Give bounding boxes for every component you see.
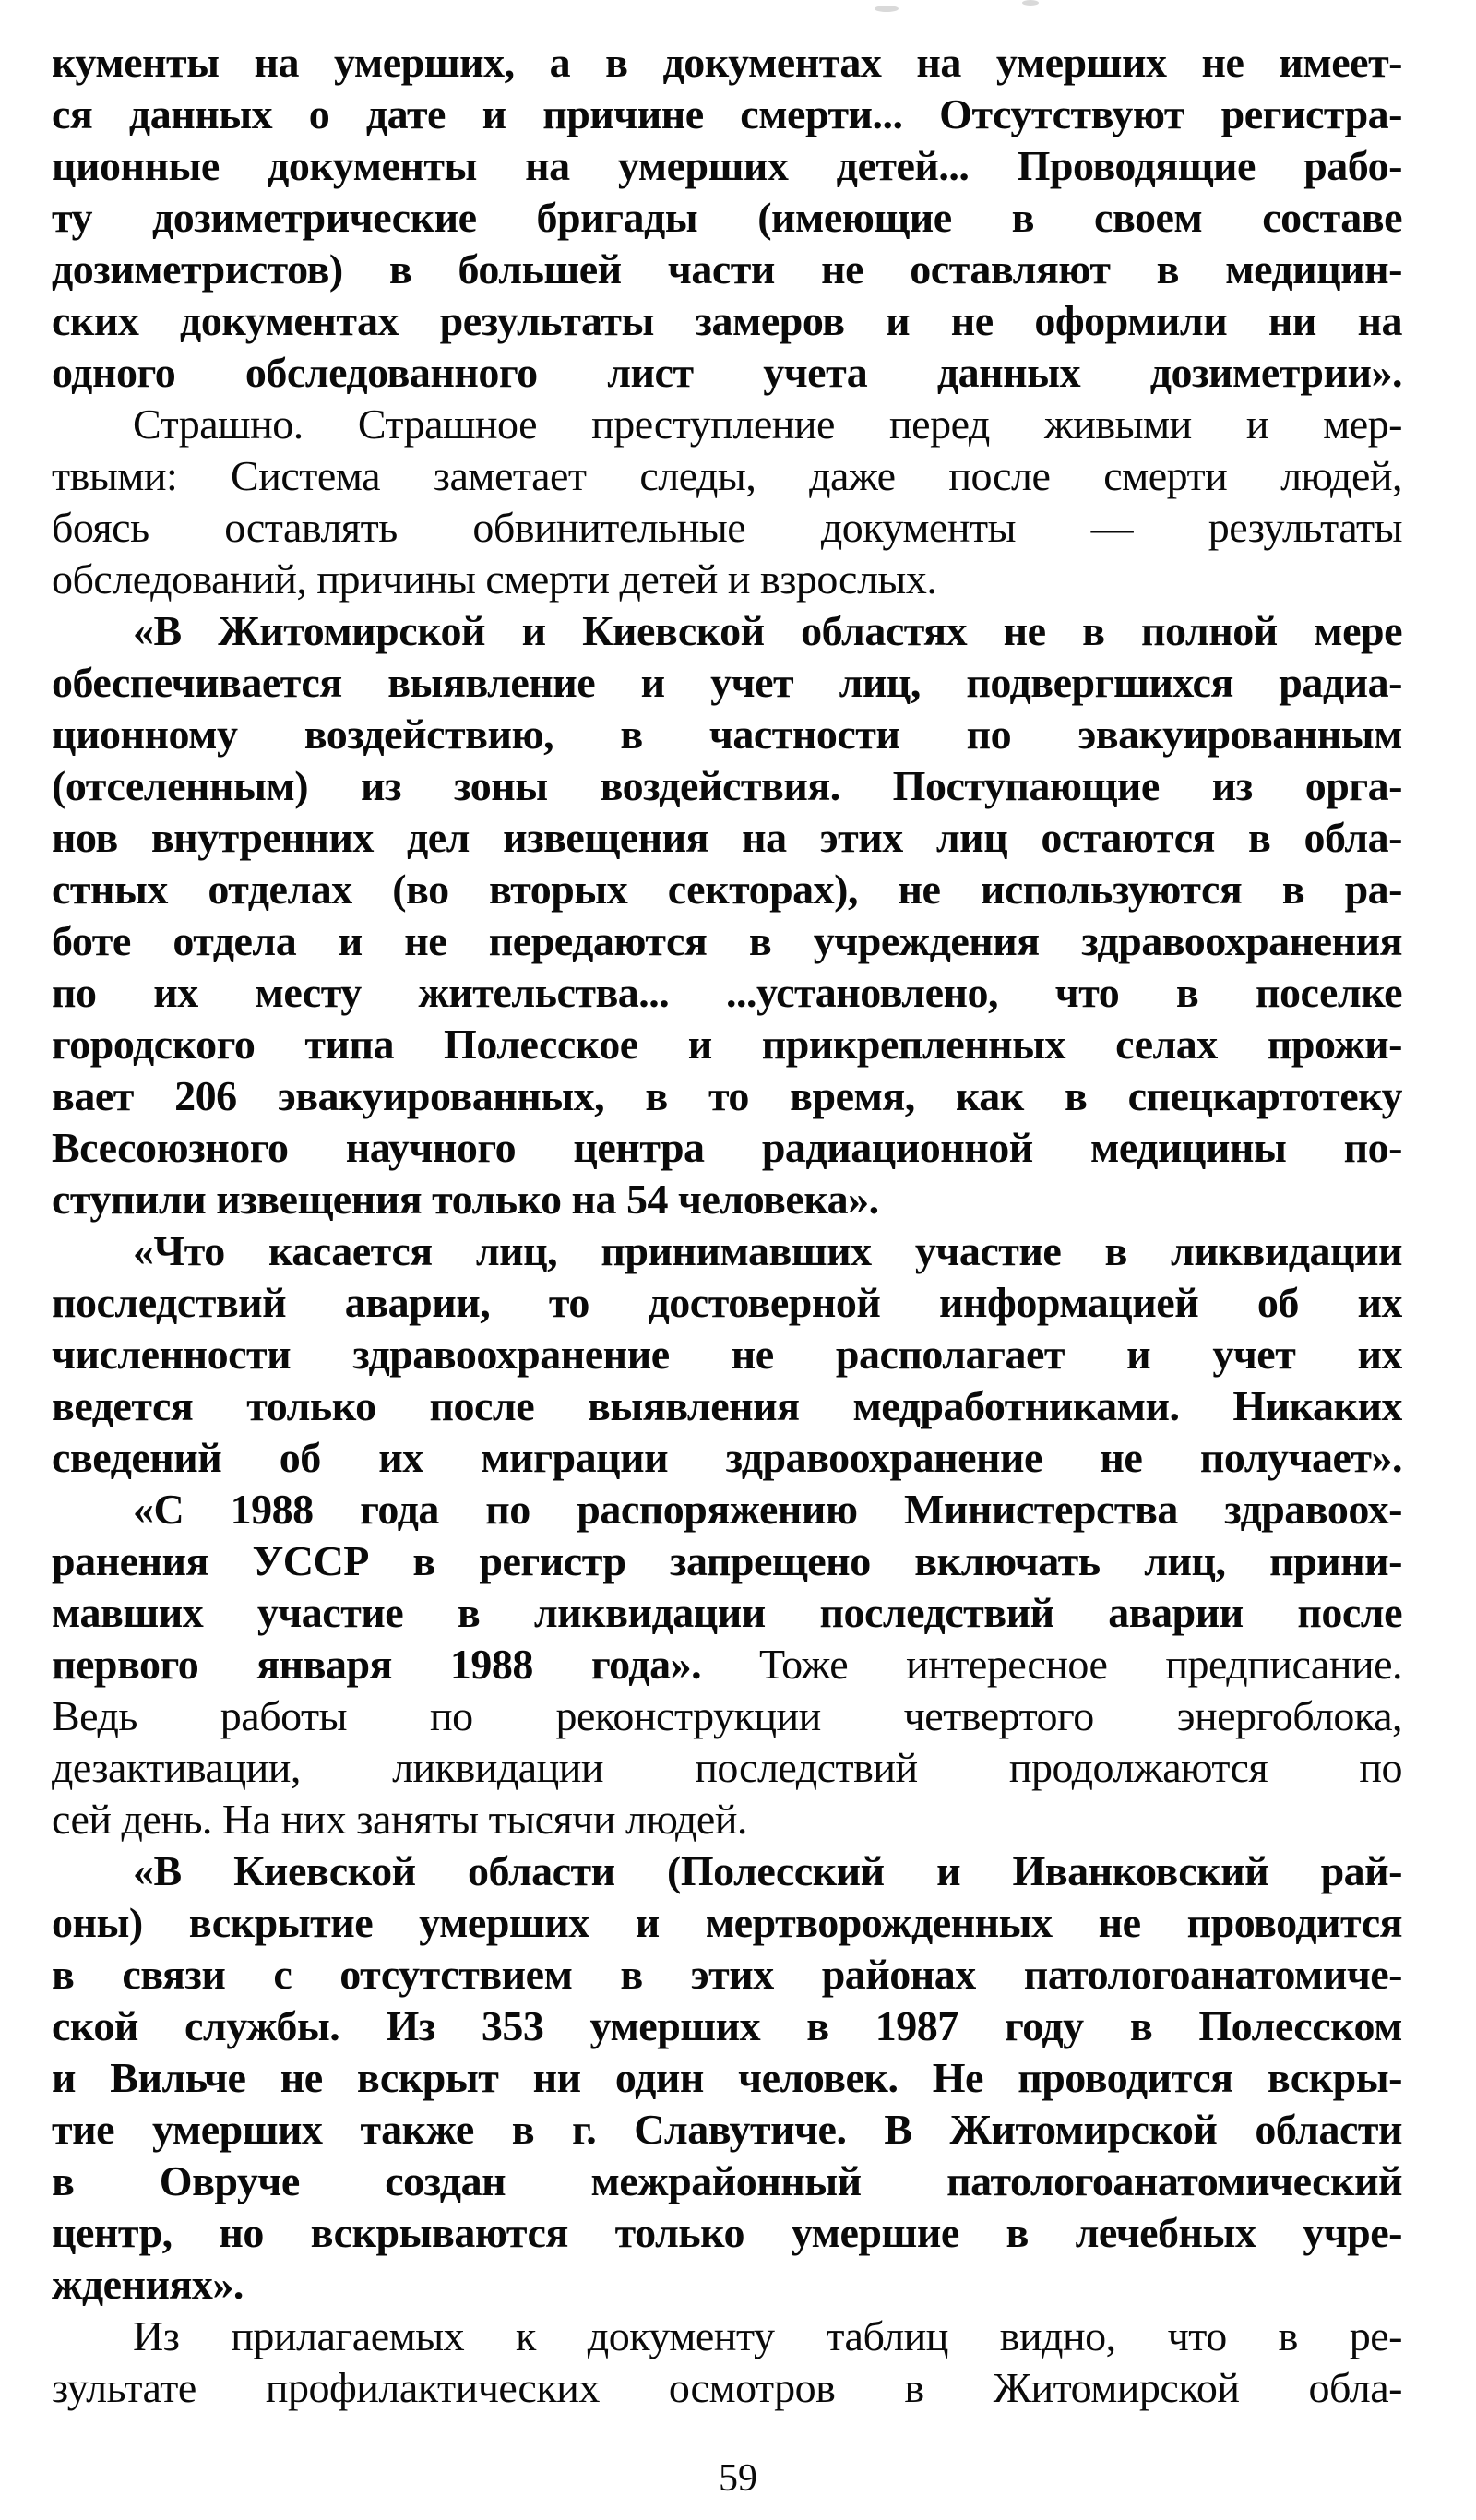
quoted-document-text: в связи с отсутствием в этих районах патологоанатомиче-: [52, 1951, 1402, 1998]
text-line: [52, 760, 1402, 812]
quoted-document-text: последствий аварии, то достоверной информацией об их: [52, 1279, 1402, 1326]
quoted-document-text: ступили извещения только на 54 человека».: [52, 1176, 879, 1223]
quoted-document-text: ционному воздействию, в частности по эвакуированным: [52, 711, 1402, 758]
quoted-document-text: «С 1988 года по распоряжению Министерства здравоох-: [133, 1486, 1402, 1533]
text-line: [52, 1484, 1402, 1535]
text-line: [52, 657, 1402, 709]
text-line: [52, 554, 1402, 605]
text-line: [52, 812, 1402, 864]
quoted-document-text: дозиметристов) в большей части не оставляют в медицин-: [52, 245, 1402, 293]
text-line: [52, 864, 1402, 915]
text-line: [52, 2362, 1402, 2414]
author-text: Ведь работы по реконструкции четвертого энергоблока,: [52, 1692, 1402, 1739]
quoted-document-text: «В Киевской области (Полесский и Иванковский рай-: [133, 1847, 1402, 1894]
quoted-document-text: обеспечивается выявление и учет лиц, подвергшихся радиа-: [52, 659, 1402, 706]
text-line: [52, 450, 1402, 502]
quoted-document-text: сведений об их миграции здравоохранение не получает».: [52, 1434, 1402, 1481]
author-text: Страшно. Страшное преступление перед живыми и мер-: [133, 400, 1402, 448]
text-line: [52, 1845, 1402, 1897]
author-text: Тоже интересное предписание.: [759, 1641, 1402, 1688]
author-text: дезактивации, ликвидации последствий продолжаются по: [52, 1744, 1402, 1791]
quoted-document-text: ждениях».: [52, 2261, 244, 2308]
text-line: [52, 2052, 1402, 2104]
quoted-document-text: нов внутренних дел извещения на этих лиц остаются в обла-: [52, 814, 1402, 861]
text-line: [52, 1432, 1402, 1484]
text-line: [52, 37, 1402, 89]
quoted-document-text: одного обследованного лист учета данных дозиметрии».: [52, 349, 1402, 396]
text-line: [52, 295, 1402, 347]
quoted-document-text: боте отдела и не передаются в учреждения здравоохранения: [52, 917, 1402, 964]
quoted-document-text: кументы на умерших, а в документах на умерших не имеет-: [52, 39, 1402, 86]
text-line: [52, 399, 1402, 450]
quoted-document-text: по их месту жительства... ...установлено, что в поселке: [52, 969, 1402, 1016]
text-line: [52, 915, 1402, 967]
quoted-document-text: оны) вскрытие умерших и мертворожденных не проводится: [52, 1899, 1402, 1946]
text-line: [52, 502, 1402, 554]
text-line: [52, 1019, 1402, 1070]
author-text: боясь оставлять обвинительные документы — результаты: [52, 504, 1402, 551]
quoted-document-text: ся данных о дате и причине смерти... Отсутствуют регистра-: [52, 90, 1402, 137]
quoted-document-text: ских документах результаты замеров и не оформили ни на: [52, 297, 1402, 344]
text-block: [52, 37, 1402, 2414]
quoted-document-text: ционные документы на умерших детей... Проводящие рабо-: [52, 142, 1402, 189]
text-line: [52, 1225, 1402, 1277]
quoted-document-text: ту дозиметрические бригады (имеющие в своем составе: [52, 194, 1402, 241]
text-line: [52, 244, 1402, 295]
text-line: [52, 1794, 1402, 1845]
quoted-document-text: тие умерших также в г. Славутиче. В Житомирской области: [52, 2106, 1402, 2153]
text-line: [52, 1949, 1402, 2000]
text-line: [52, 1742, 1402, 1794]
text-line: [52, 2207, 1402, 2259]
text-line: [52, 1690, 1402, 1742]
scan-speck: [875, 6, 899, 12]
text-line: [52, 1587, 1402, 1639]
text-line: [52, 605, 1402, 657]
quoted-document-text: мавших участие в ликвидации последствий аварии после: [52, 1589, 1402, 1636]
quoted-document-text: «Что касается лиц, принимавших участие в ликвидации: [133, 1227, 1402, 1274]
author-text: зультате профилактических осмотров в Житомирской обла-: [52, 2364, 1402, 2411]
author-text: твыми: Система заметает следы, даже после смерти людей,: [52, 452, 1402, 499]
text-line: [52, 2259, 1402, 2311]
text-line: [52, 89, 1402, 140]
text-line: [52, 1122, 1402, 1174]
quoted-document-text: «В Житомирской и Киевской областях не в полной мере: [133, 607, 1402, 654]
quoted-document-text: стных отделах (во вторых секторах), не используются в ра-: [52, 866, 1402, 913]
text-line: [52, 1070, 1402, 1122]
text-line: [52, 709, 1402, 760]
quoted-document-text: центр, но вскрываются только умершие в лечебных учре-: [52, 2209, 1402, 2256]
text-line: [52, 192, 1402, 244]
text-line: [52, 347, 1402, 399]
quoted-document-text: первого января 1988 года».: [52, 1641, 760, 1688]
text-line: [52, 1897, 1402, 1949]
text-line: [52, 1639, 1402, 1690]
text-line: [52, 1277, 1402, 1329]
text-line: [52, 2104, 1402, 2156]
quoted-document-text: (отселенным) из зоны воздействия. Поступающие из орга-: [52, 762, 1402, 809]
text-line: [52, 1174, 1402, 1225]
page-number: 59: [719, 2457, 757, 2500]
quoted-document-text: ской службы. Из 353 умерших в 1987 году в Полесском: [52, 2002, 1402, 2049]
text-line: [52, 1329, 1402, 1380]
text-line: [52, 1380, 1402, 1432]
text-line: [52, 2156, 1402, 2207]
author-text: сей день. На них заняты тысячи людей.: [52, 1796, 747, 1843]
quoted-document-text: городского типа Полесское и прикрепленных селах прожи-: [52, 1021, 1402, 1068]
quoted-document-text: численности здравоохранение не располагает и учет их: [52, 1331, 1402, 1378]
scan-speck: [1022, 0, 1039, 6]
author-text: обследований, причины смерти детей и взрослых.: [52, 555, 937, 603]
text-line: [52, 2000, 1402, 2052]
quoted-document-text: ранения УССР в регистр запрещено включать лиц, прини-: [52, 1537, 1402, 1584]
text-line: [52, 140, 1402, 192]
quoted-document-text: Всесоюзного научного центра радиационной медицины по-: [52, 1124, 1402, 1171]
text-line: [52, 2311, 1402, 2362]
quoted-document-text: в Овруче создан межрайонный патологоанатомический: [52, 2157, 1402, 2204]
text-line: [52, 1535, 1402, 1587]
quoted-document-text: ведется только после выявления медработниками. Никаких: [52, 1382, 1402, 1429]
quoted-document-text: и Вильче не вскрыт ни один человек. Не проводится вскры-: [52, 2054, 1402, 2101]
quoted-document-text: вает 206 эвакуированных, в то время, как в спецкартотеку: [52, 1072, 1402, 1119]
author-text: Из прилагаемых к документу таблиц видно, что в ре-: [133, 2312, 1402, 2359]
text-line: [52, 967, 1402, 1019]
